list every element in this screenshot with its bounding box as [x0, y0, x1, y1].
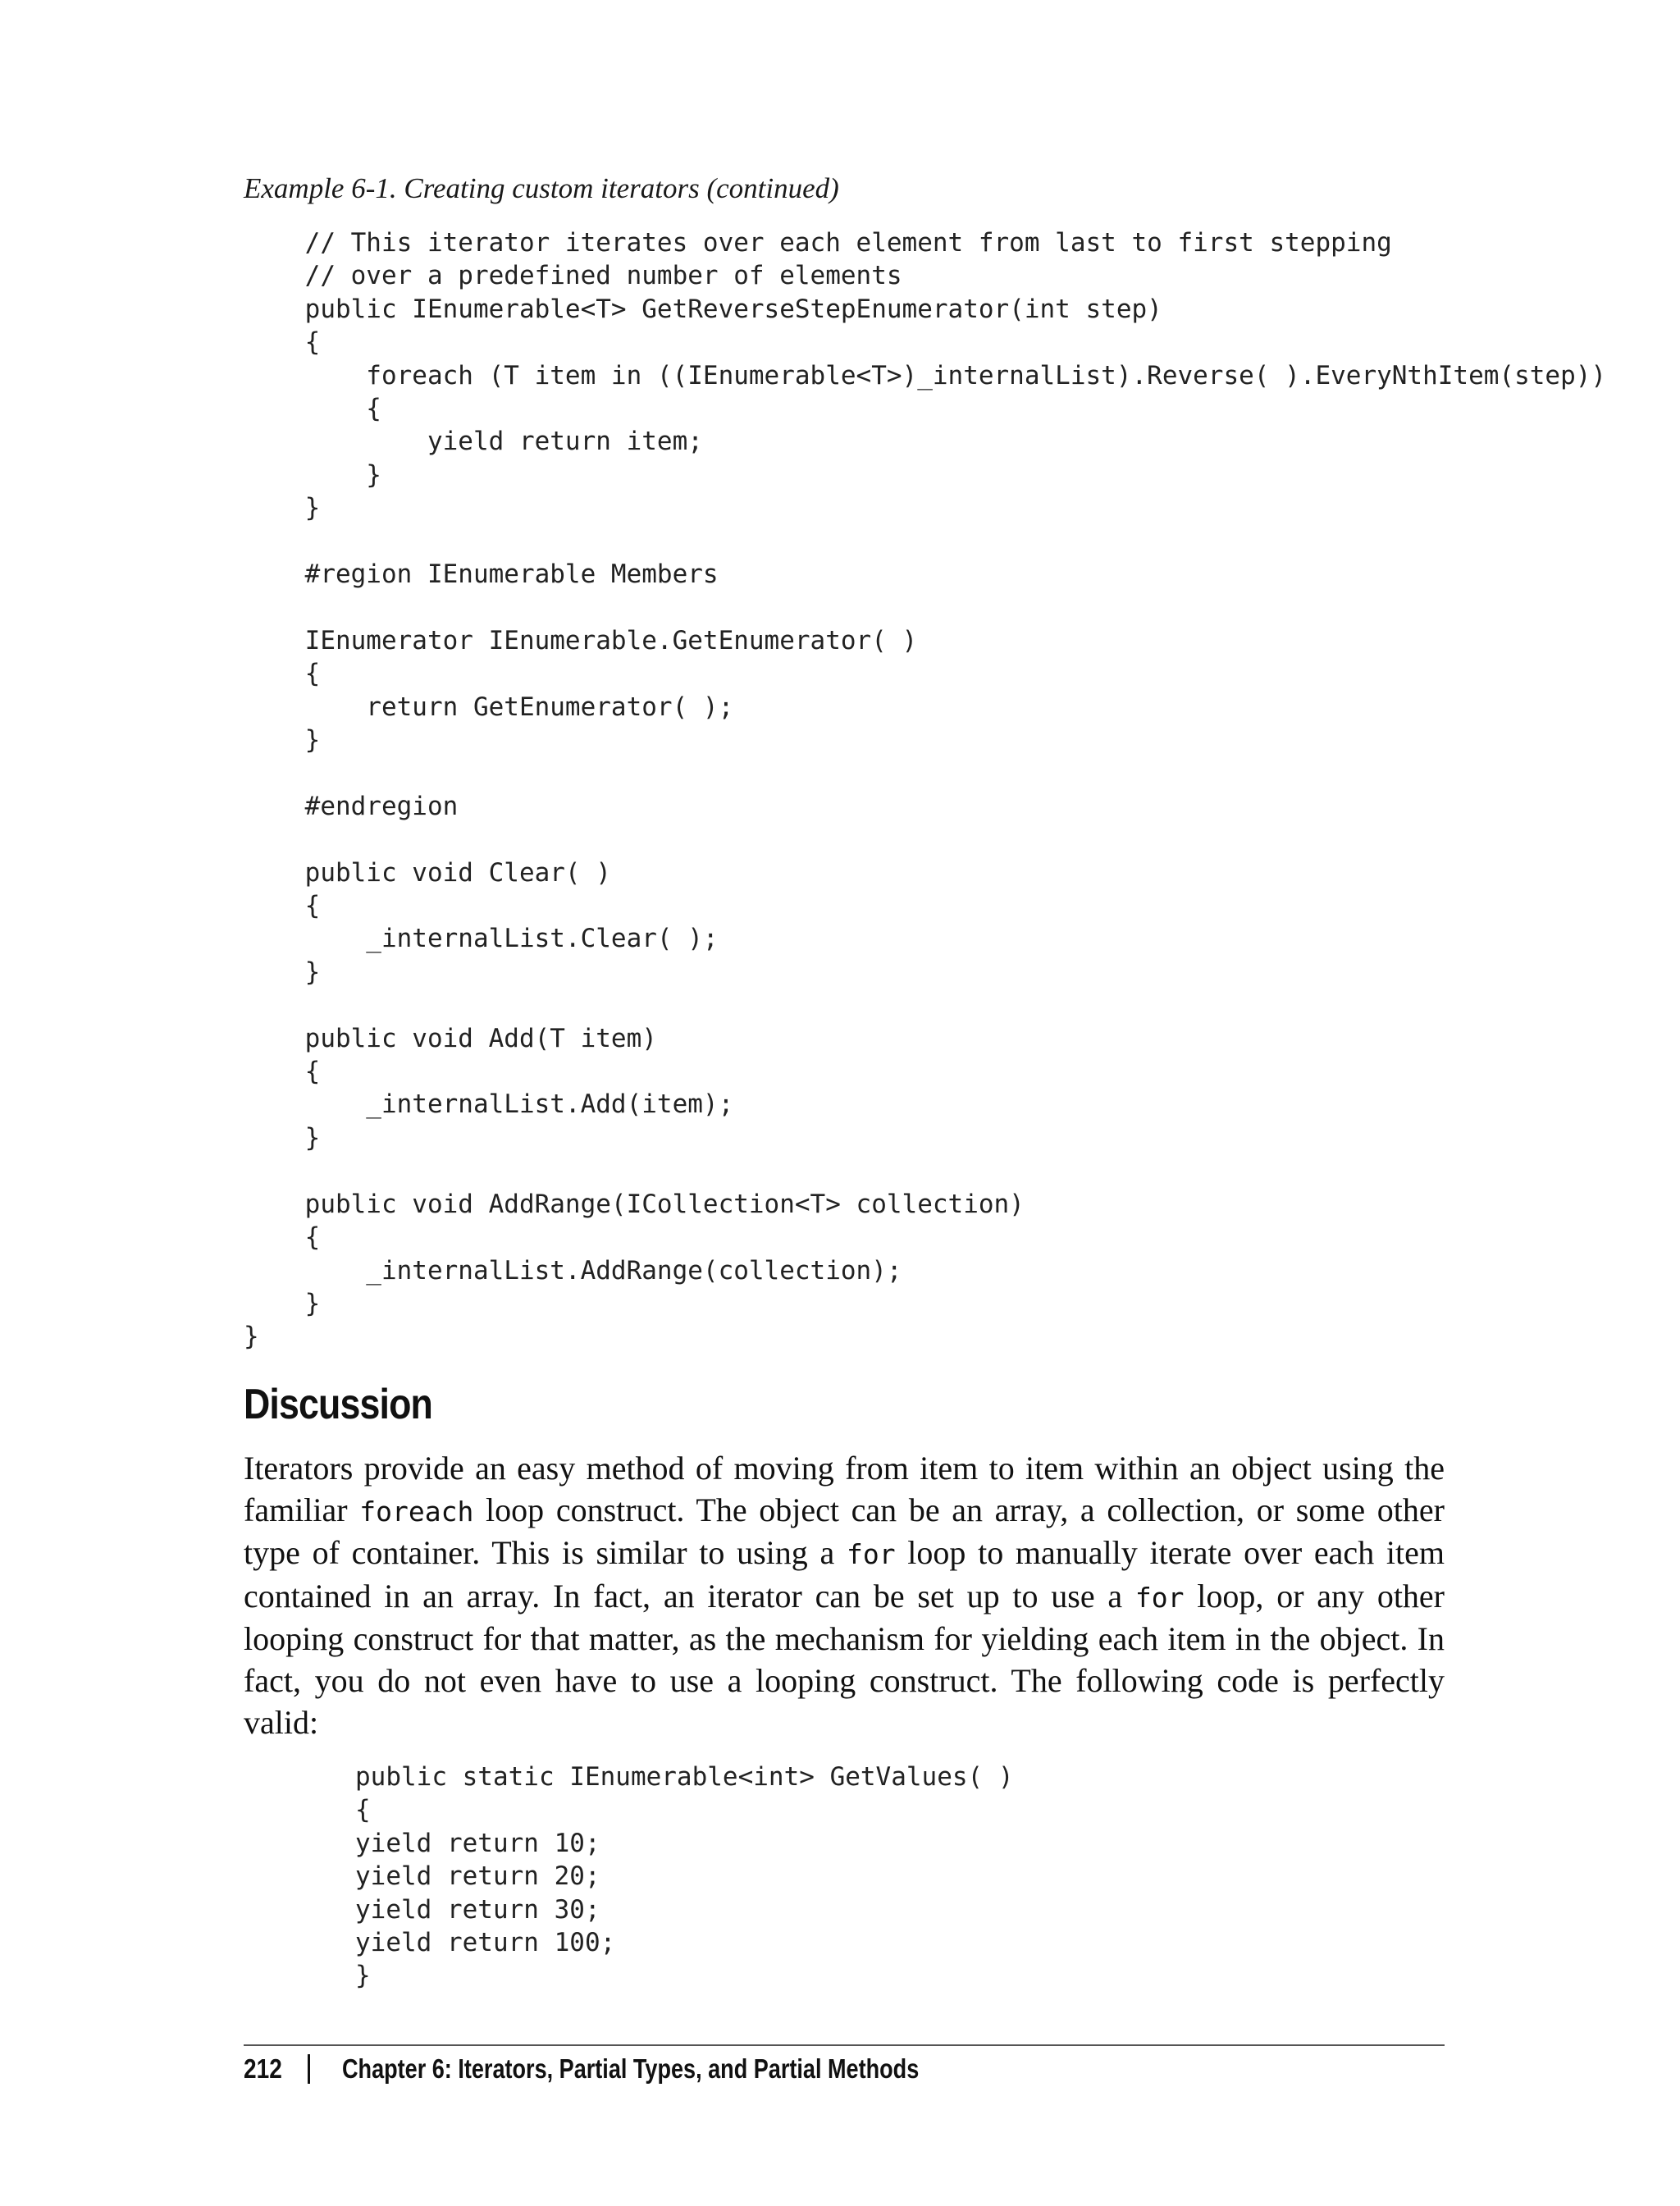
code-line: } [244, 1122, 321, 1153]
code-line: { [244, 891, 321, 921]
code-line: yield return 20; [355, 1861, 600, 1892]
code-line: } [244, 1288, 321, 1318]
code-line: yield return 30; [355, 1894, 600, 1925]
paragraph-text: Iterators provide an easy method of moving from item to item within an object using the familiar [244, 1450, 1445, 1528]
code-line: #endregion [244, 791, 459, 821]
code-line: yield return 100; [355, 1928, 616, 1958]
code-line: { [244, 1057, 321, 1087]
code-line: public void Clear( ) [244, 857, 611, 888]
code-line: // over a predefined number of elements [244, 261, 902, 291]
code-listing-secondary [355, 1761, 1014, 1993]
code-line: public void Add(T item) [244, 1023, 657, 1053]
code-line: _internalList.AddRange(collection); [244, 1255, 902, 1286]
code-line: } [244, 1322, 259, 1352]
code-line [244, 756, 1606, 789]
code-line: yield return item; [244, 427, 703, 457]
code-line: public void AddRange(ICollection<T> collection) [244, 1189, 1025, 1219]
footer-separator [308, 2054, 310, 2084]
section-heading: Discussion [244, 1381, 432, 1428]
code-line: yield return 10; [355, 1828, 600, 1858]
code-line: public IEnumerable<T> GetReverseStepEnumerator(int step) [244, 294, 1162, 324]
code-listing-main [244, 226, 1606, 1354]
paragraph-text: loop construct. The object can be an array, a collection, or some other type of container. This is similar to using a [244, 1491, 1445, 1572]
code-line [244, 1154, 1606, 1187]
page-number: 212 [244, 2053, 282, 2084]
code-line: return GetEnumerator( ); [244, 692, 734, 722]
discussion-paragraph [244, 1448, 1445, 1743]
page-footer [244, 2051, 1046, 2087]
inline-code-foreach: foreach [359, 1495, 474, 1528]
code-line: { [244, 394, 381, 424]
paragraph-text: loop, or any other looping construct for that matter, as the mechanism for yielding each item in the object. In fact, you do not even have to use a looping construct. The following code is perfectly valid: [244, 1577, 1445, 1741]
code-line [244, 989, 1606, 1021]
code-line: _internalList.Clear( ); [244, 924, 719, 954]
paragraph-text: loop to manually iterate over each item contained in an array. In fact, an iterator can be set up to use a [244, 1534, 1445, 1615]
code-line: { [244, 1222, 321, 1253]
code-line: } [244, 459, 381, 490]
footer-divider [244, 2044, 1445, 2046]
code-line: { [355, 1795, 371, 1825]
code-line: { [244, 327, 321, 358]
code-line: { [244, 659, 321, 689]
code-line [244, 591, 1606, 623]
chapter-title: Chapter 6: Iterators, Partial Types, and Partial Methods [342, 2053, 920, 2084]
code-line: } [244, 957, 321, 987]
code-line [244, 525, 1606, 558]
code-line: // This iterator iterates over each element from last to first stepping [244, 228, 1392, 258]
code-line [244, 823, 1606, 856]
code-line: foreach (T item in ((IEnumerable<T>)_internalList).Reverse( ).EveryNthItem(step)) [244, 360, 1607, 391]
code-line: #region IEnumerable Members [244, 559, 719, 590]
code-line: } [355, 1961, 371, 1991]
code-line: } [244, 725, 321, 756]
example-caption: Example 6-1. Creating custom iterators (continued) [244, 172, 839, 204]
code-line: } [244, 493, 321, 523]
inline-code-for: for [846, 1538, 896, 1571]
code-line: public static IEnumerable<int> GetValues( ) [355, 1762, 1014, 1792]
code-line: _internalList.Add(item); [244, 1089, 734, 1120]
inline-code-for: for [1134, 1581, 1185, 1614]
code-line: IEnumerator IEnumerable.GetEnumerator( ) [244, 625, 918, 655]
